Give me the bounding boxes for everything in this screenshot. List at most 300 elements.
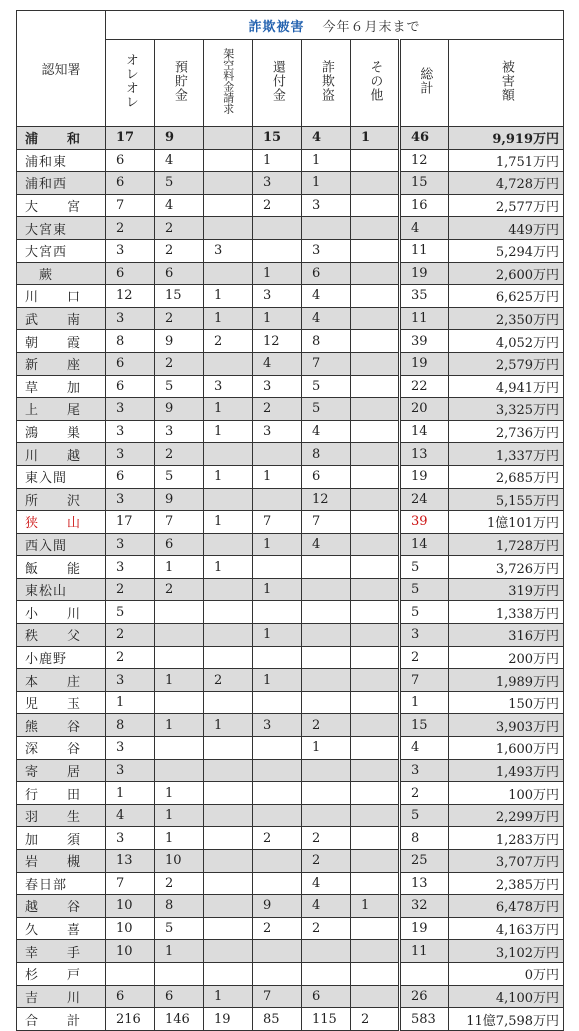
count-cell — [204, 217, 253, 240]
count-cell: 1 — [204, 511, 253, 534]
totals-label: 合 計 — [17, 1008, 106, 1031]
other-header — [351, 40, 400, 127]
count-cell: 1 — [106, 691, 155, 714]
count-cell — [302, 217, 351, 240]
total-cell: 5 — [400, 556, 449, 579]
count-cell — [351, 601, 400, 624]
totals-count-cell: 146 — [155, 1008, 204, 1031]
count-cell: 10 — [106, 917, 155, 940]
count-cell: 4 — [302, 127, 351, 150]
count-cell: 1 — [204, 985, 253, 1008]
count-cell — [155, 759, 204, 782]
count-cell: 3 — [106, 488, 155, 511]
count-cell: 2 — [302, 827, 351, 850]
count-cell — [302, 940, 351, 963]
total-cell: 4 — [400, 217, 449, 240]
amount-cell: 5,294万円 — [449, 239, 564, 262]
amount-cell: 449万円 — [449, 217, 564, 240]
count-cell — [351, 511, 400, 534]
station-name: 羽 生 — [17, 804, 106, 827]
count-cell: 1 — [155, 804, 204, 827]
count-cell — [204, 578, 253, 601]
station-name: 武 南 — [17, 307, 106, 330]
count-cell: 1 — [155, 669, 204, 692]
count-cell — [204, 172, 253, 195]
count-cell — [204, 601, 253, 624]
amount-cell: 3,903万円 — [449, 714, 564, 737]
count-cell: 3 — [253, 285, 302, 308]
count-cell: 8 — [106, 330, 155, 353]
count-cell: 4 — [302, 895, 351, 918]
totals-count-cell: 216 — [106, 1008, 155, 1031]
count-cell: 6 — [106, 149, 155, 172]
total-cell: 5 — [400, 601, 449, 624]
count-cell: 7 — [106, 872, 155, 895]
station-name: 小鹿野 — [17, 646, 106, 669]
title-text: 詐欺被害 — [248, 19, 305, 35]
count-cell — [302, 804, 351, 827]
count-cell — [204, 737, 253, 760]
count-cell: 6 — [106, 375, 155, 398]
count-cell — [204, 850, 253, 873]
station-name: 狭 山 — [17, 511, 106, 534]
other-header-label: その他 — [367, 60, 383, 102]
count-cell — [253, 737, 302, 760]
count-cell: 1 — [204, 307, 253, 330]
count-cell: 3 — [106, 669, 155, 692]
count-cell: 3 — [302, 194, 351, 217]
amount-cell: 1,600万円 — [449, 737, 564, 760]
count-cell: 1 — [351, 895, 400, 918]
amount-cell: 3,707万円 — [449, 850, 564, 873]
count-cell: 2 — [253, 917, 302, 940]
table-row — [17, 443, 564, 466]
count-cell: 12 — [302, 488, 351, 511]
station-name: 大宮西 — [17, 239, 106, 262]
count-cell: 4 — [155, 149, 204, 172]
amount-cell: 2,299万円 — [449, 804, 564, 827]
total-cell: 26 — [400, 985, 449, 1008]
count-cell: 2 — [302, 917, 351, 940]
table-row — [17, 217, 564, 240]
count-cell: 8 — [155, 895, 204, 918]
table-row — [17, 127, 564, 150]
count-cell: 3 — [106, 443, 155, 466]
damage-header — [449, 40, 564, 127]
count-cell — [204, 827, 253, 850]
count-cell — [204, 917, 253, 940]
count-cell — [204, 488, 253, 511]
count-cell: 4 — [155, 194, 204, 217]
table-row — [17, 149, 564, 172]
table-row — [17, 262, 564, 285]
deposit-header-label: 預貯金 — [171, 60, 187, 102]
count-cell — [204, 624, 253, 647]
table-title — [106, 11, 564, 40]
count-cell: 7 — [302, 352, 351, 375]
count-cell — [302, 691, 351, 714]
table-row — [17, 759, 564, 782]
count-cell: 1 — [253, 465, 302, 488]
count-cell — [302, 601, 351, 624]
count-cell — [351, 872, 400, 895]
table-row — [17, 872, 564, 895]
count-cell: 1 — [204, 556, 253, 579]
count-cell: 17 — [106, 127, 155, 150]
count-cell — [106, 962, 155, 985]
count-cell: 2 — [155, 217, 204, 240]
total-header-label: 総計 — [417, 67, 433, 95]
count-cell — [351, 149, 400, 172]
count-cell — [204, 127, 253, 150]
table-row — [17, 285, 564, 308]
count-cell — [351, 420, 400, 443]
count-cell: 6 — [302, 262, 351, 285]
count-cell — [351, 646, 400, 669]
count-cell: 15 — [253, 127, 302, 150]
count-cell — [204, 262, 253, 285]
count-cell: 7 — [302, 511, 351, 534]
count-cell: 6 — [302, 985, 351, 1008]
station-name: 鴻 巣 — [17, 420, 106, 443]
count-cell: 3 — [106, 827, 155, 850]
count-cell — [351, 465, 400, 488]
count-cell — [253, 217, 302, 240]
total-cell: 7 — [400, 669, 449, 692]
total-cell: 15 — [400, 714, 449, 737]
station-name: 久 喜 — [17, 917, 106, 940]
count-cell: 1 — [253, 149, 302, 172]
amount-cell: 1,751万円 — [449, 149, 564, 172]
table-row — [17, 714, 564, 737]
table-row — [17, 465, 564, 488]
total-cell: 19 — [400, 352, 449, 375]
count-cell: 5 — [106, 601, 155, 624]
table-body — [17, 127, 564, 1031]
table-row — [17, 782, 564, 805]
count-cell — [351, 217, 400, 240]
count-cell — [351, 782, 400, 805]
count-cell: 3 — [106, 398, 155, 421]
count-cell: 1 — [253, 262, 302, 285]
amount-cell: 316万円 — [449, 624, 564, 647]
total-cell: 13 — [400, 443, 449, 466]
amount-cell: 2,577万円 — [449, 194, 564, 217]
station-name: 大宮東 — [17, 217, 106, 240]
count-cell — [302, 782, 351, 805]
count-cell: 8 — [302, 443, 351, 466]
amount-cell: 9,919万円 — [449, 127, 564, 150]
count-cell — [253, 601, 302, 624]
count-cell — [204, 352, 253, 375]
station-name: 浦和西 — [17, 172, 106, 195]
count-cell: 7 — [155, 511, 204, 534]
count-cell: 5 — [302, 398, 351, 421]
count-cell — [253, 850, 302, 873]
amount-cell: 3,726万円 — [449, 556, 564, 579]
amount-cell: 1,728万円 — [449, 533, 564, 556]
count-cell — [351, 194, 400, 217]
totals-count-cell: 85 — [253, 1008, 302, 1031]
count-cell: 2 — [106, 578, 155, 601]
station-name: 東松山 — [17, 578, 106, 601]
count-cell: 3 — [302, 239, 351, 262]
count-cell — [204, 804, 253, 827]
station-name: 新 座 — [17, 352, 106, 375]
amount-cell: 4,052万円 — [449, 330, 564, 353]
count-cell: 3 — [106, 239, 155, 262]
count-cell: 5 — [155, 917, 204, 940]
count-cell: 7 — [253, 985, 302, 1008]
total-cell: 3 — [400, 759, 449, 782]
count-cell — [302, 962, 351, 985]
station-name: 岩 槻 — [17, 850, 106, 873]
table-row — [17, 556, 564, 579]
amount-cell: 2,736万円 — [449, 420, 564, 443]
damage-header-label: 被害額 — [498, 60, 514, 102]
count-cell: 6 — [155, 985, 204, 1008]
count-cell: 6 — [106, 352, 155, 375]
count-cell — [253, 691, 302, 714]
station-name: 吉 川 — [17, 985, 106, 1008]
station-name: 蕨 — [17, 262, 106, 285]
table-row — [17, 895, 564, 918]
count-cell: 2 — [253, 194, 302, 217]
count-cell: 1 — [204, 465, 253, 488]
total-cell: 3 — [400, 624, 449, 647]
total-cell: 14 — [400, 420, 449, 443]
amount-cell: 2,600万円 — [449, 262, 564, 285]
table-row — [17, 804, 564, 827]
station-header-label: 認知署 — [41, 63, 81, 78]
count-cell: 1 — [253, 669, 302, 692]
total-cell: 22 — [400, 375, 449, 398]
amount-cell: 4,163万円 — [449, 917, 564, 940]
count-cell: 1 — [204, 714, 253, 737]
count-cell: 7 — [106, 194, 155, 217]
table-row — [17, 488, 564, 511]
count-cell: 5 — [155, 375, 204, 398]
count-cell — [155, 624, 204, 647]
amount-cell: 1,337万円 — [449, 443, 564, 466]
total-cell: 13 — [400, 872, 449, 895]
count-cell — [204, 691, 253, 714]
totals-count-cell: 19 — [204, 1008, 253, 1031]
count-cell: 1 — [253, 533, 302, 556]
count-cell — [302, 759, 351, 782]
table-row — [17, 601, 564, 624]
count-cell: 6 — [302, 465, 351, 488]
count-cell — [351, 804, 400, 827]
station-name: 加 須 — [17, 827, 106, 850]
total-cell: 46 — [400, 127, 449, 150]
count-cell — [351, 533, 400, 556]
table-row — [17, 330, 564, 353]
total-cell: 8 — [400, 827, 449, 850]
count-cell: 1 — [253, 578, 302, 601]
count-cell: 9 — [253, 895, 302, 918]
total-cell: 19 — [400, 917, 449, 940]
count-cell — [204, 872, 253, 895]
totals-count-cell: 115 — [302, 1008, 351, 1031]
count-cell — [155, 646, 204, 669]
count-cell: 10 — [106, 940, 155, 963]
count-cell: 6 — [155, 262, 204, 285]
amount-cell: 150万円 — [449, 691, 564, 714]
table-row — [17, 940, 564, 963]
count-cell — [351, 917, 400, 940]
total-cell: 5 — [400, 804, 449, 827]
count-cell: 2 — [204, 330, 253, 353]
station-name: 大 宮 — [17, 194, 106, 217]
count-cell: 1 — [155, 714, 204, 737]
count-cell — [204, 533, 253, 556]
totals-total-cell: 583 — [400, 1008, 449, 1031]
count-cell: 10 — [155, 850, 204, 873]
count-cell — [253, 488, 302, 511]
total-cell: 19 — [400, 262, 449, 285]
station-name: 春日部 — [17, 872, 106, 895]
count-cell — [204, 782, 253, 805]
total-cell: 1 — [400, 691, 449, 714]
count-cell — [351, 488, 400, 511]
station-name: 川 越 — [17, 443, 106, 466]
station-name: 飯 能 — [17, 556, 106, 579]
count-cell: 2 — [106, 646, 155, 669]
count-cell: 12 — [253, 330, 302, 353]
count-cell: 1 — [204, 420, 253, 443]
count-cell: 3 — [106, 533, 155, 556]
station-name: 越 谷 — [17, 895, 106, 918]
station-name: 川 口 — [17, 285, 106, 308]
total-cell: 11 — [400, 239, 449, 262]
count-cell — [302, 669, 351, 692]
count-cell — [253, 646, 302, 669]
count-cell: 1 — [155, 782, 204, 805]
total-header — [400, 40, 449, 127]
refund-header-label: 還付金 — [269, 60, 285, 102]
amount-cell: 200万円 — [449, 646, 564, 669]
count-cell: 1 — [253, 307, 302, 330]
table-row — [17, 172, 564, 195]
station-name: 東入間 — [17, 465, 106, 488]
count-cell: 3 — [106, 737, 155, 760]
fictitious-header — [204, 40, 253, 127]
count-cell — [351, 443, 400, 466]
count-cell: 2 — [253, 827, 302, 850]
count-cell — [351, 624, 400, 647]
count-cell — [253, 782, 302, 805]
total-cell: 4 — [400, 737, 449, 760]
count-cell — [351, 691, 400, 714]
count-cell: 3 — [106, 759, 155, 782]
table-row — [17, 578, 564, 601]
count-cell: 9 — [155, 488, 204, 511]
count-cell: 6 — [106, 262, 155, 285]
count-cell: 2 — [204, 669, 253, 692]
count-cell: 6 — [106, 172, 155, 195]
count-cell: 3 — [253, 375, 302, 398]
amount-cell: 100万円 — [449, 782, 564, 805]
amount-cell: 6,625万円 — [449, 285, 564, 308]
count-cell: 17 — [106, 511, 155, 534]
table-row — [17, 985, 564, 1008]
total-cell: 5 — [400, 578, 449, 601]
total-cell: 39 — [400, 511, 449, 534]
count-cell: 3 — [204, 375, 253, 398]
amount-cell: 1,989万円 — [449, 669, 564, 692]
fraud-damage-table — [16, 10, 564, 1031]
count-cell: 8 — [302, 330, 351, 353]
count-cell — [253, 443, 302, 466]
count-cell — [253, 962, 302, 985]
totals-amount-cell: 11億7,598万円 — [449, 1008, 564, 1031]
total-cell: 25 — [400, 850, 449, 873]
table-row — [17, 691, 564, 714]
total-cell: 20 — [400, 398, 449, 421]
table-row — [17, 307, 564, 330]
totals-row — [17, 1008, 564, 1031]
count-cell — [351, 239, 400, 262]
count-cell — [302, 556, 351, 579]
count-cell — [351, 669, 400, 692]
count-cell — [351, 962, 400, 985]
station-name: 秩 父 — [17, 624, 106, 647]
count-cell — [204, 149, 253, 172]
count-cell: 3 — [155, 420, 204, 443]
count-cell: 13 — [106, 850, 155, 873]
station-name: 杉 戸 — [17, 962, 106, 985]
header-row-top — [17, 11, 564, 40]
station-name: 朝 霞 — [17, 330, 106, 353]
theft-header-label: 詐欺盗 — [318, 60, 334, 102]
amount-cell: 4,941万円 — [449, 375, 564, 398]
count-cell — [302, 646, 351, 669]
amount-cell: 2,385万円 — [449, 872, 564, 895]
oreore-header-label: オレオレ — [122, 53, 138, 109]
oreore-header — [106, 40, 155, 127]
count-cell — [253, 759, 302, 782]
subtitle-text: 今年６月末まで — [322, 19, 421, 35]
count-cell: 3 — [106, 420, 155, 443]
count-cell — [351, 352, 400, 375]
amount-cell: 319万円 — [449, 578, 564, 601]
amount-cell: 2,350万円 — [449, 307, 564, 330]
total-cell: 35 — [400, 285, 449, 308]
station-header — [17, 11, 106, 127]
count-cell: 2 — [106, 624, 155, 647]
count-cell: 1 — [302, 149, 351, 172]
station-name: 小 川 — [17, 601, 106, 624]
station-name: 浦 和 — [17, 127, 106, 150]
count-cell — [351, 375, 400, 398]
total-cell: 15 — [400, 172, 449, 195]
count-cell: 1 — [302, 172, 351, 195]
count-cell — [204, 940, 253, 963]
count-cell — [351, 285, 400, 308]
count-cell: 1 — [204, 285, 253, 308]
station-name: 熊 谷 — [17, 714, 106, 737]
station-name: 草 加 — [17, 375, 106, 398]
count-cell: 2 — [106, 217, 155, 240]
count-cell: 6 — [106, 465, 155, 488]
deposit-header — [155, 40, 204, 127]
count-cell: 5 — [155, 172, 204, 195]
amount-cell: 4,728万円 — [449, 172, 564, 195]
count-cell — [204, 443, 253, 466]
count-cell: 2 — [253, 398, 302, 421]
table-row — [17, 194, 564, 217]
